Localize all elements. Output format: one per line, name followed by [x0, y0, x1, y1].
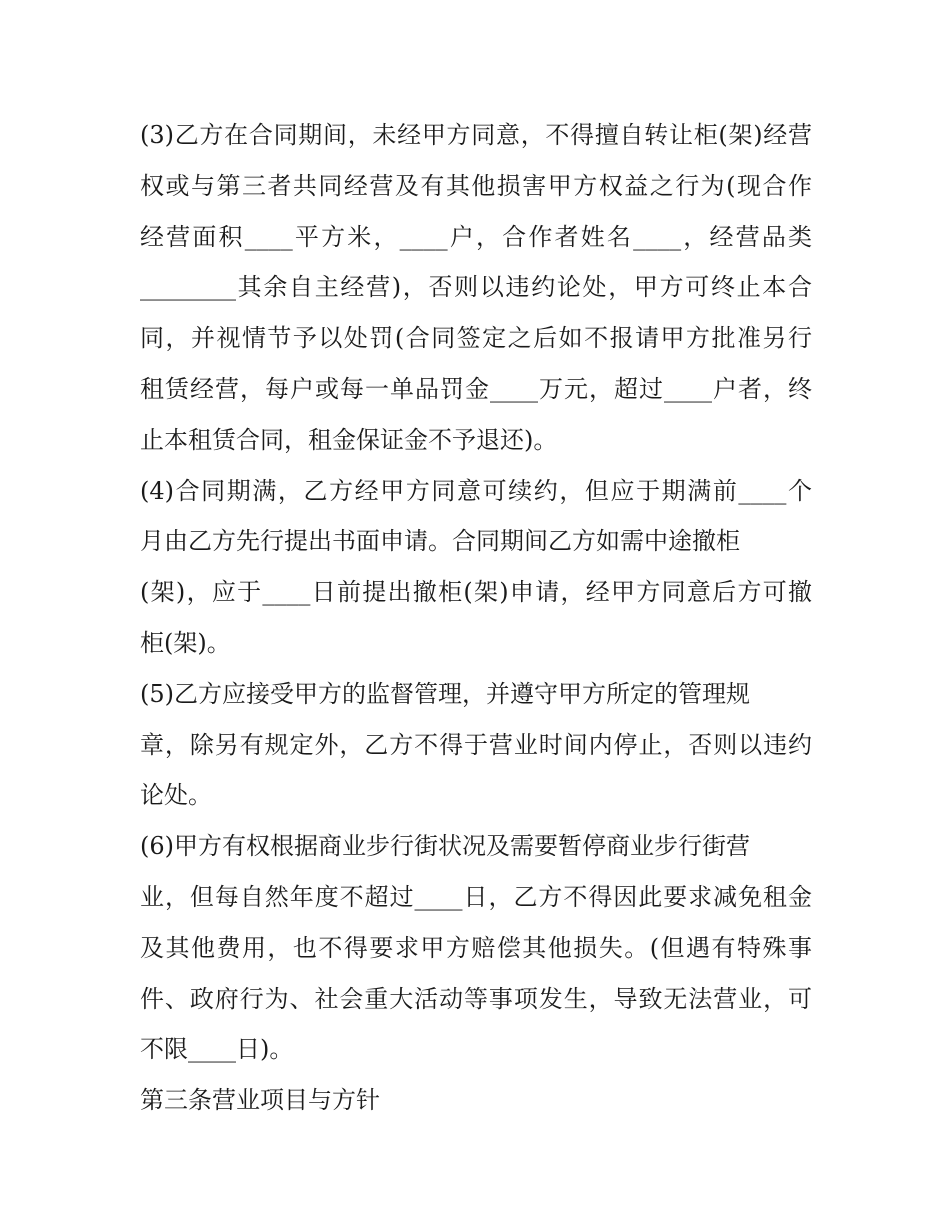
text-line: 同，并视情节予以处罚(合同签定之后如不报请甲方批准另行	[140, 324, 812, 353]
text-line: 止本租赁合同，租金保证金不予退还)。	[140, 425, 558, 454]
text-line: 租赁经营，每户或每一单品罚金____万元，超过____户者，终	[140, 374, 812, 403]
text-line: 权或与第三者共同经营及有其他损害甲方权益之行为(现合作	[140, 171, 812, 200]
text-line: ________其余自主经营)，否则以违约论处，甲方可终止本合	[140, 273, 812, 302]
text-line: (架)，应于____日前提出撤柜(架)申请，经甲方同意后方可撤	[140, 578, 812, 607]
text-line: (6)甲方有权根据商业步行街状况及需要暂停商业步行街营	[140, 832, 750, 861]
text-line: (4)合同期满，乙方经甲方同意可续约，但应于期满前____个	[140, 476, 812, 505]
text-line: 不限____日)。	[140, 1035, 294, 1064]
text-line: (3)乙方在合同期间，未经甲方同意，不得擅自转让柜(架)经营	[140, 121, 812, 149]
text-line: 业，但每自然年度不超过____日，乙方不得因此要求减免租金	[140, 882, 812, 911]
text-line: 月由乙方先行提出书面申请。合同期间乙方如需中途撤柜	[140, 527, 740, 556]
text-line: 论处。	[140, 781, 212, 810]
section-heading: 第三条营业项目与方针	[140, 1086, 380, 1115]
document-body	[140, 110, 812, 1126]
text-line: 经营面积____平方米，____户，合作者姓名____，经营品类	[140, 222, 812, 251]
text-line: 章，除另有规定外，乙方不得于营业时间内停止，否则以违约	[140, 730, 812, 759]
text-line: 件、政府行为、社会重大活动等事项发生，导致无法营业，可	[140, 984, 812, 1013]
text-line: 及其他费用，也不得要求甲方赔偿其他损失。(但遇有特殊事	[140, 933, 812, 962]
text-line: 柜(架)。	[140, 628, 231, 657]
text-line: (5)乙方应接受甲方的监督管理，并遵守甲方所定的管理规	[140, 679, 750, 708]
